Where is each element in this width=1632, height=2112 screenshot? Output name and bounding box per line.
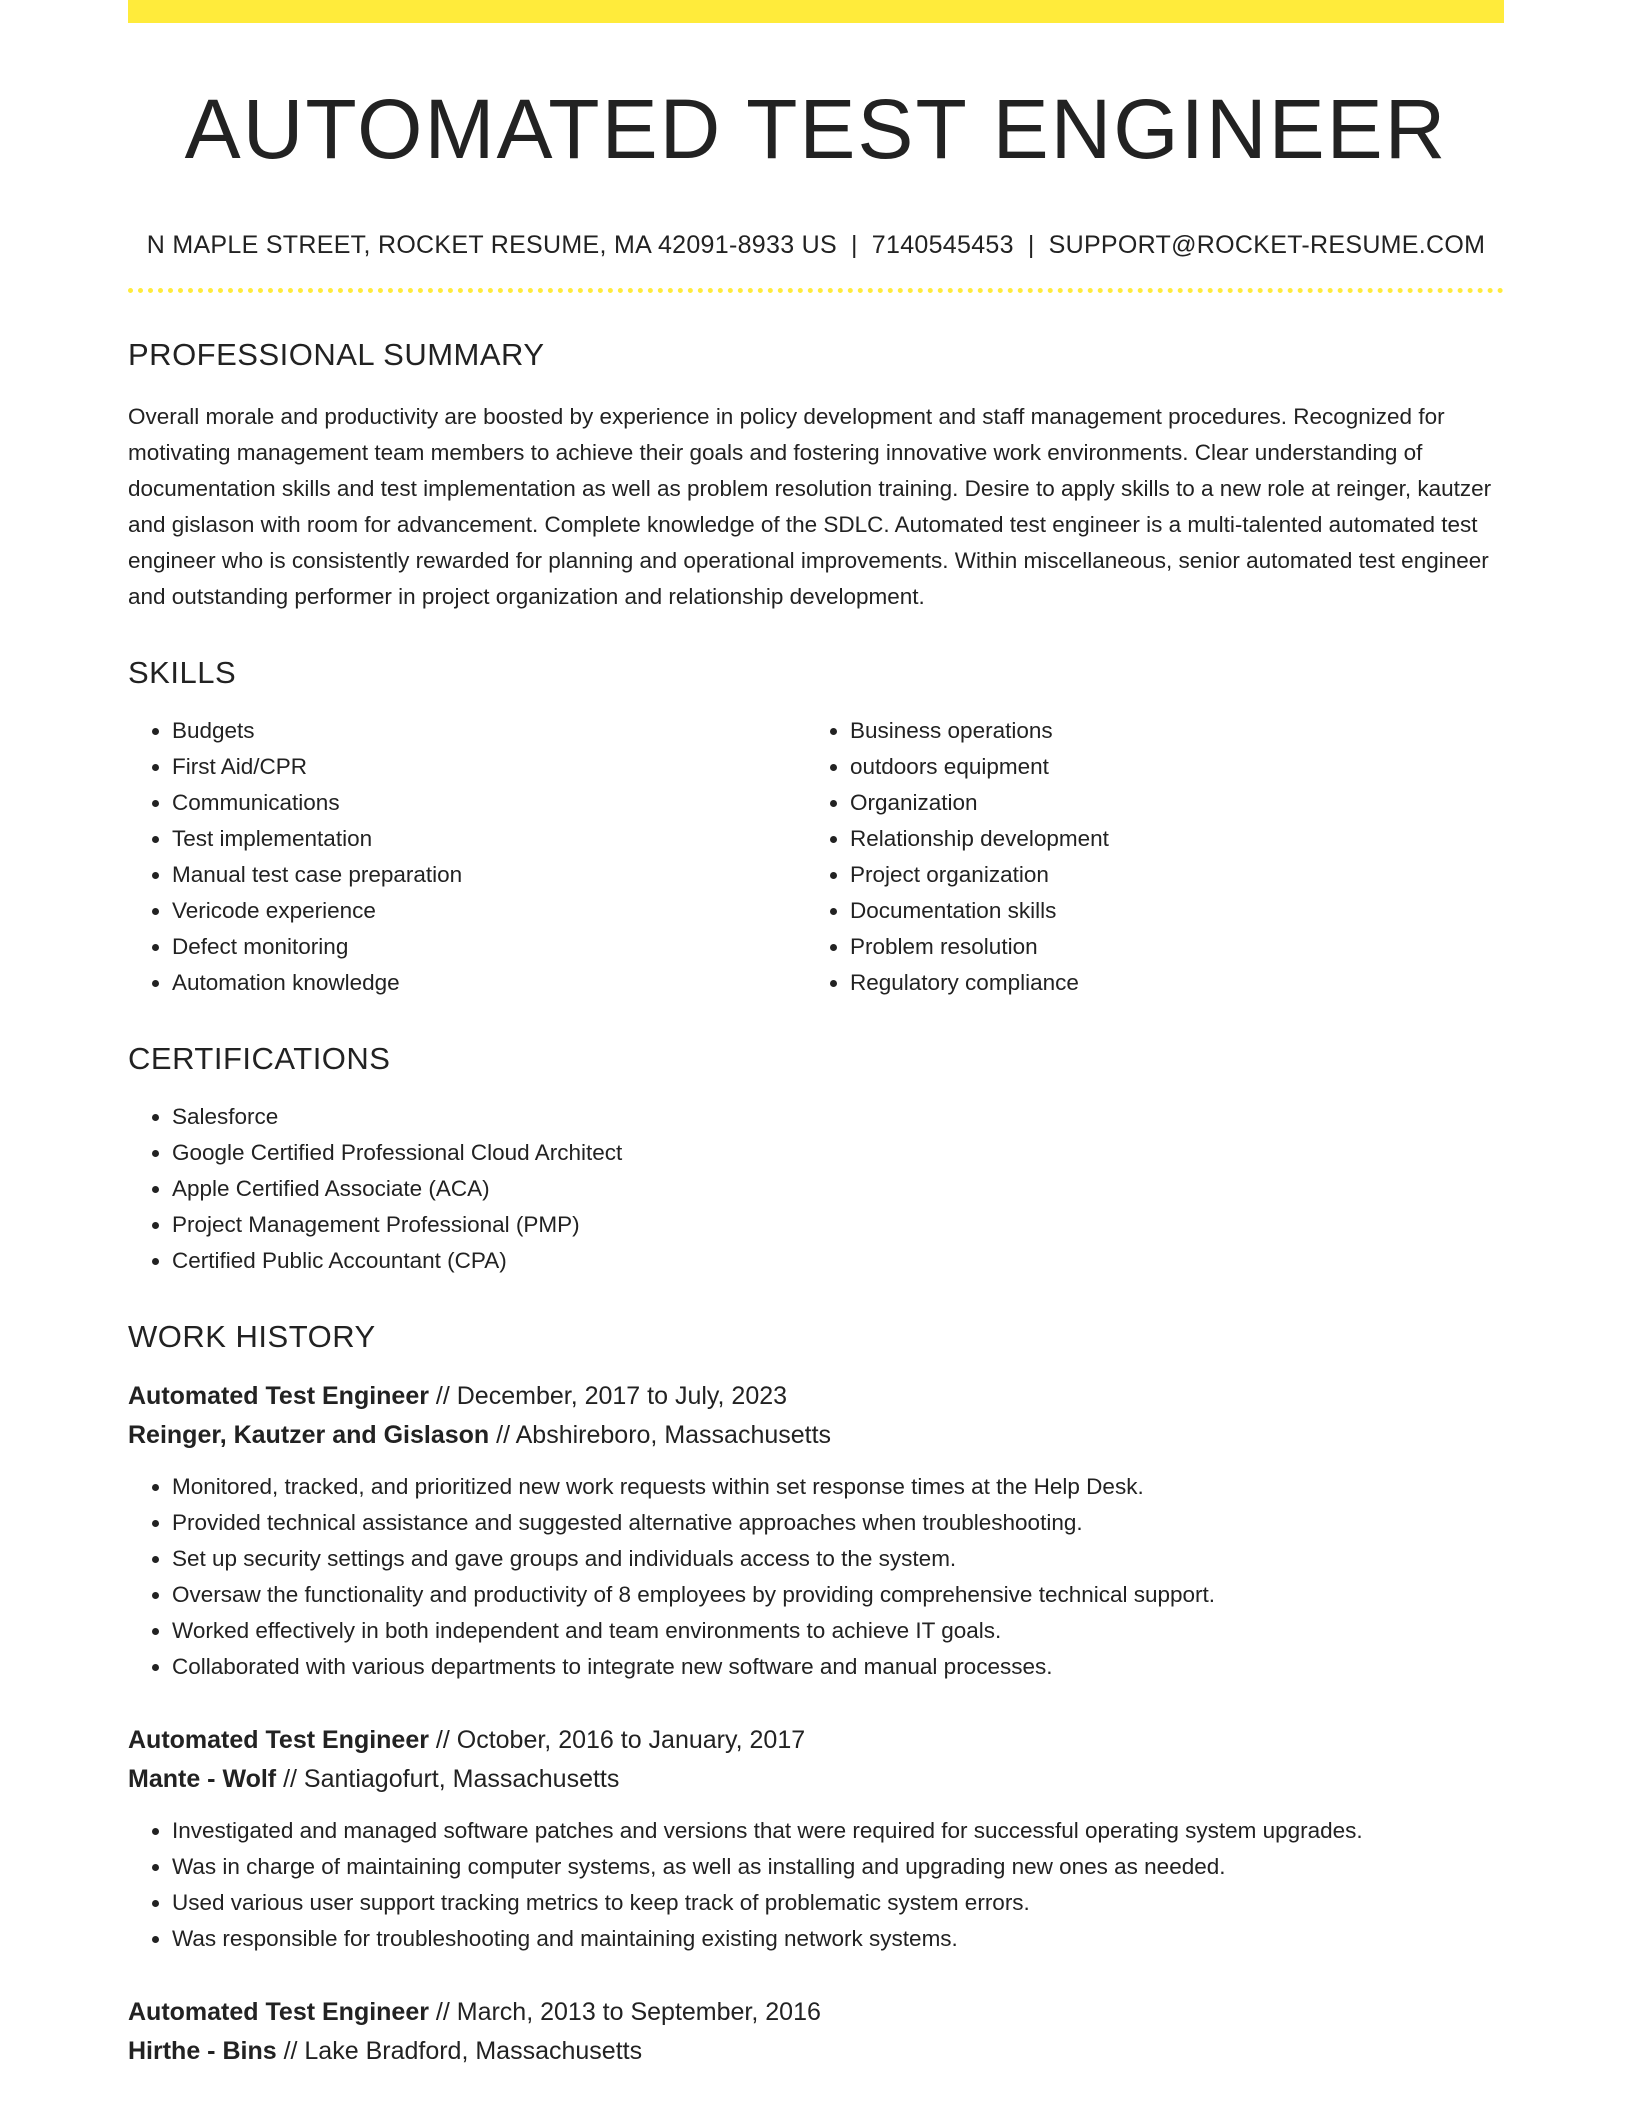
skill-item: • Documentation skills [850,893,1484,929]
skill-item: • Relationship development [850,821,1484,857]
job-company: Mante - Wolf [128,1765,277,1793]
address: N MAPLE STREET, ROCKET RESUME, MA 42091-8933 US [146,231,837,259]
work-history-heading: WORK HISTORY [128,1319,376,1354]
skill-item: • Vericode experience [172,893,806,929]
resume-page [128,0,1504,2071]
certification-item: • Certified Public Accountant (CPA) [172,1243,1504,1279]
job-bullets [128,1469,1504,1685]
job-company-line [128,1760,1504,1799]
job-bullet: • Collaborated with various departments to integrate new software and manual processes. [172,1649,1504,1685]
job-role-line [128,1721,1504,1760]
skill-item: • Defect monitoring [172,929,806,965]
certification-item: • Project Management Professional (PMP) [172,1207,1504,1243]
job-bullet: • Was in charge of maintaining computer systems, as well as installing and upgrading new ones as needed. [172,1849,1504,1885]
job-role: Automated Test Engineer [128,1998,429,2026]
job-bullet: • Oversaw the functionality and productivity of 8 employees by providing comprehensive technical support. [172,1577,1504,1613]
skill-item: • Project organization [850,857,1484,893]
skill-item: • Problem resolution [850,929,1484,965]
skills-list-left [128,713,806,1001]
job-entry [128,1377,1504,1685]
job-bullet: • Set up security settings and gave groups and individuals access to the system. [172,1541,1504,1577]
certification-item: • Salesforce [172,1099,1504,1135]
email: SUPPORT@ROCKET-RESUME.COM [1048,231,1486,259]
skill-item: • Regulatory compliance [850,965,1484,1001]
certification-item: • Apple Certified Associate (ACA) [172,1171,1504,1207]
skill-item: • outdoors equipment [850,749,1484,785]
certifications-heading: CERTIFICATIONS [128,1041,391,1076]
job-company: Hirthe - Bins [128,2037,277,2065]
skills-columns [128,713,1504,1001]
contact-separator: | [1027,231,1035,259]
job-bullet: • Provided technical assistance and suggested alternative approaches when troubleshooting. [172,1505,1504,1541]
dotted-divider [128,288,1504,293]
job-company: Reinger, Kautzer and Gislason [128,1421,490,1449]
job-bullet: • Investigated and managed software patches and versions that were required for successful operating system upgrades. [172,1813,1504,1849]
summary-heading: PROFESSIONAL SUMMARY [128,337,545,372]
job-role-line [128,1993,1504,2032]
job-entry [128,1721,1504,1957]
skill-item: • Organization [850,785,1484,821]
job-role: Automated Test Engineer [128,1382,429,1410]
job-dates: // October, 2016 to January, 2017 [428,1726,806,1754]
job-bullets [128,1813,1504,1957]
job-location: // Abshireboro, Massachusetts [489,1421,832,1449]
job-bullet: • Worked effectively in both independent and team environments to achieve IT goals. [172,1613,1504,1649]
job-bullet: • Was responsible for troubleshooting and maintaining existing network systems. [172,1921,1504,1957]
certifications-list [128,1099,1504,1279]
job-bullet: • Monitored, tracked, and prioritized new work requests within set response times at the Help Desk. [172,1469,1504,1505]
skill-item: • First Aid/CPR [172,749,806,785]
job-location: // Santiagofurt, Massachusetts [276,1765,620,1793]
accent-bar [128,0,1504,23]
skill-item: • Test implementation [172,821,806,857]
skill-item: • Automation knowledge [172,965,806,1001]
contact-separator: | [850,231,858,259]
summary-text: Overall morale and productivity are boosted by experience in policy development and staff management procedures. Recognized for motivating management team members to achieve their goals and fostering innovative work environments. Clear understanding of documentation skills and test implementation as well as problem resolution training. Desire to apply skills to a new role at reinger, kautzer and gislason with room for advancement. Complete knowledge of the SDLC. Automated test engineer is a multi-talented automated test engineer who is consistently rewarded for planning and operational improvements. Within miscellaneous, senior automated test engineer and outstanding performer in project organization and relationship development. [128,404,1492,609]
job-location: // Lake Bradford, Massachusetts [276,2037,643,2065]
skill-item: • Budgets [172,713,806,749]
job-dates: // March, 2013 to September, 2016 [428,1998,821,2026]
skills-list-right [806,713,1484,1001]
phone: 7140545453 [871,231,1014,259]
job-company-line [128,2032,1504,2071]
job-entry [128,1993,1504,2071]
skill-item: • Communications [172,785,806,821]
skill-item: • Business operations [850,713,1484,749]
skill-item: • Manual test case preparation [172,857,806,893]
candidate-title: AUTOMATED TEST ENGINEER [184,82,1448,176]
job-role: Automated Test Engineer [128,1726,429,1754]
job-bullet: • Used various user support tracking metrics to keep track of problematic system errors. [172,1885,1504,1921]
certification-item: • Google Certified Professional Cloud Architect [172,1135,1504,1171]
job-dates: // December, 2017 to July, 2023 [428,1382,788,1410]
job-role-line [128,1377,1504,1416]
job-company-line [128,1416,1504,1455]
skills-heading: SKILLS [128,655,237,690]
contact-line [128,231,1504,260]
